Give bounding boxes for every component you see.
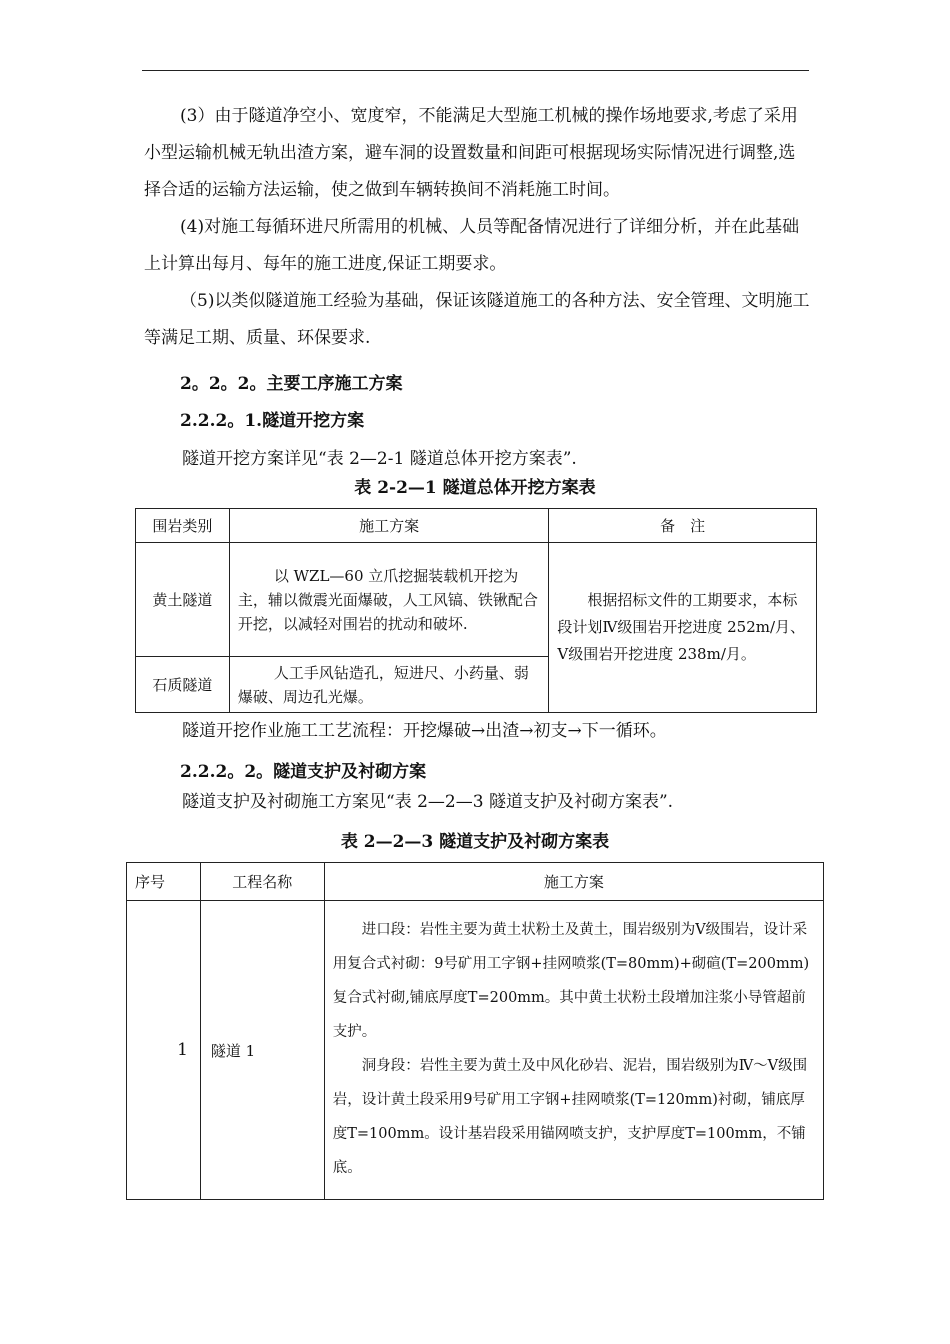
table-1-row-1-plan-text: 以 WZL—60 立爪挖掘装载机开挖为主，辅以微震光面爆破，人工风镐、铁锹配合开挖，以减轻对围岩的扰动和破坏. bbox=[237, 566, 538, 633]
subsection-1-intro: 隧道开挖方案详见“表 2—2-1 隧道总体开挖方案表”. bbox=[182, 449, 577, 469]
table-1-note bbox=[549, 543, 817, 713]
paragraph-5: （5)以类似隧道施工经验为基础，保证该隧道施工的各种方法、安全管理、文明施工等满足工期、质量、环保要求. bbox=[144, 291, 810, 348]
table-1-row-1-plan bbox=[229, 543, 549, 657]
plan-body-section: 洞身段：岩性主要为黄土及中风化砂岩、泥岩，围岩级别为Ⅳ～Ⅴ级围岩，设计黄土段采用9号矿用工字钢+挂网喷浆(T=120mm)衬砌，铺底厚度T=100mm。设计基岩段采用锚网喷支护，支护厚度T=100mm，不铺底。 bbox=[332, 1058, 808, 1176]
table-1-note-text: 根据招标文件的工期要求，本标段计划Ⅳ级围岩开挖进度 252m/月、Ⅴ级围岩开挖进度 238m/月。 bbox=[557, 591, 806, 663]
subsection-2-heading: 2.2.2。2。隧道支护及衬砌方案 bbox=[180, 762, 427, 782]
table-1-row-2-plan-text: 人工手风钻造孔，短进尺、小药量、弱爆破、周边孔光爆。 bbox=[237, 663, 529, 706]
subsection-2-intro: 隧道支护及衬砌施工方案见“表 2—2—3 隧道支护及衬砌方案表”. bbox=[182, 792, 674, 812]
excavation-table bbox=[135, 508, 817, 713]
table-1-caption: 表 2-2—1 隧道总体开挖方案表 bbox=[354, 478, 596, 498]
paragraph-4: (4)对施工每循环进尺所需用的机械、人员等配备情况进行了详细分析，并在此基础上计算出每月、每年的施工进度,保证工期要求。 bbox=[144, 217, 800, 274]
table-1-row-2-category: 石质隧道 bbox=[136, 657, 230, 713]
table-1-row-1-category: 黄土隧道 bbox=[136, 543, 230, 657]
excavation-flow: 隧道开挖作业施工工艺流程：开挖爆破→出渣→初支→下一循环。 bbox=[182, 721, 667, 741]
paragraph-3: (3）由于隧道净空小、宽度窄，不能满足大型施工机械的操作场地要求,考虑了采用小型运输机械无轨出渣方案，避车洞的设置数量和间距可根据现场实际情况进行调整,选择合适的运输方法运输，使之做到车辆转换间不消耗施工时间。 bbox=[144, 106, 798, 200]
table-1-header-category: 围岩类别 bbox=[136, 509, 230, 543]
table-2-header-no: 序号 bbox=[127, 863, 201, 901]
table-2-caption: 表 2—2—3 隧道支护及衬砌方案表 bbox=[340, 832, 610, 852]
table-1-header-note: 备 注 bbox=[549, 509, 817, 543]
table-2-row-name: 隧道 1 bbox=[200, 901, 324, 1200]
table-2-row-no: 1 bbox=[127, 901, 201, 1200]
table-1-header-plan: 施工方案 bbox=[229, 509, 549, 543]
table-1-row-2-plan bbox=[229, 657, 549, 713]
plan-entrance-section: 进口段：岩性主要为黄土状粉土及黄土，围岩级别为Ⅴ级围岩，设计采用复合式衬砌：9号矿用工字钢+挂网喷浆(T=80mm)+砌碹(T=200mm)复合式衬砌,铺底厚度T=200mm。其中黄土状粉土段增加注浆小导管超前支护。 bbox=[332, 922, 810, 1040]
section-heading: 2。2。2。主要工序施工方案 bbox=[180, 374, 403, 394]
support-lining-table bbox=[126, 862, 824, 1200]
header-rule bbox=[142, 70, 809, 71]
table-2-header-name: 工程名称 bbox=[200, 863, 324, 901]
subsection-1-heading: 2.2.2。1.隧道开挖方案 bbox=[180, 411, 365, 431]
table-2-header-plan: 施工方案 bbox=[324, 863, 823, 901]
table-2-row-plan bbox=[324, 901, 823, 1200]
